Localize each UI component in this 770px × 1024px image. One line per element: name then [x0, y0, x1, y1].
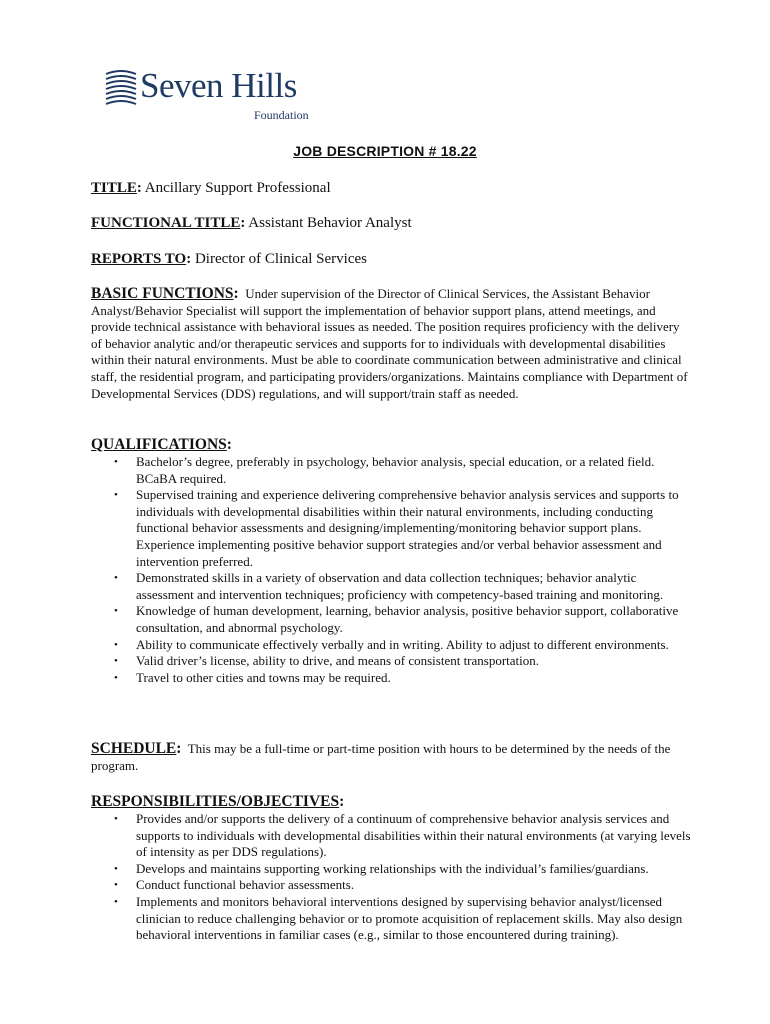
bullet-icon: • [114, 655, 118, 668]
bullet-icon: • [114, 895, 118, 908]
schedule-label: SCHEDULE [91, 740, 177, 757]
list-item: • Knowledge of human development, learning, behavior analysis, positive behavior support, collaborative consultation, and abnormal psychology. [114, 603, 679, 635]
list-item: • Conduct functional behavior assessments. [114, 877, 355, 893]
title-label: TITLE [91, 180, 137, 196]
list-item: • Demonstrated skills in a variety of observation and data collection techniques; behavior analytic assessment and intervention techniques; proficiency with competency-based training and monitoring. [114, 570, 664, 602]
responsibilities-heading: RESPONSIBILITIES/OBJECTIVES: [91, 793, 345, 810]
qualifications-list [91, 454, 691, 686]
bullet-icon: • [114, 572, 118, 585]
title-value: Ancillary Support Professional [144, 180, 331, 196]
bullet-icon: • [114, 605, 118, 618]
responsibilities-list [91, 811, 691, 944]
logo-subtitle: Foundation [254, 108, 309, 122]
seven-hills-logo [104, 64, 314, 126]
list-item: • Implements and monitors behavioral interventions designed by supervising behavior analyst/licensed clinician to reduce challenging behavior or to promote acquisition of replacement skills. May also design behavioral interventions in familiar cases (e.g., similar to those encountered during training). [114, 893, 683, 943]
qualifications-label: QUALIFICATIONS [91, 436, 227, 453]
schedule-text: This may be a full-time or part-time position with hours to be determined by the needs of the program. [91, 741, 671, 773]
reports-to-field: REPORTS TO: Director of Clinical Services [91, 251, 367, 267]
basic-functions-section: BASIC FUNCTIONS: Under supervision of the Director of Clinical Services, the Assistant Behavior Analyst/Behavior Specialist will support the implementation of behavior support plans, attend meetings, and provide technical assistance with behavioral issues as needed. The position requires proficiency with the delivery of behavior analytic and/or therapeutic services and supports for to individuals with developmental disabilities within their natural environments. Must be able to coordinate communication between administrative and clinical staff, the residential program, and participating providers/organizations. Maintains compliance with Department of Developmental Services (DDS) regulations, and will support/train staff as needed. [91, 285, 688, 401]
bullet-icon: • [114, 862, 118, 875]
job-description-heading: JOB DESCRIPTION # 18.22 [293, 143, 477, 159]
list-item: • Valid driver’s license, ability to drive, and means of consistent transportation. [114, 653, 540, 669]
reports-to-label: REPORTS TO [91, 251, 187, 267]
logo-mark-icon [104, 64, 138, 108]
title-field: TITLE: Ancillary Support Professional [91, 180, 331, 196]
reports-to-value: Director of Clinical Services [194, 251, 367, 267]
schedule-section: SCHEDULE: This may be a full-time or part-time position with hours to be determined by the needs of the program. [91, 740, 671, 773]
list-item: • Supervised training and experience delivering comprehensive behavior analysis services and supports to individuals with developmental disabilities within their natural environments, including conducting functional behavior assessments and designing/implementing/monitoring behavior support plans. Experience implementing positive behavior support strategies and/or verbal behavior assessment and intervention preferred. [114, 487, 679, 569]
bullet-icon: • [114, 879, 118, 892]
list-item: • Travel to other cities and towns may be required. [114, 669, 391, 685]
functional-title-label: FUNCTIONAL TITLE [91, 215, 241, 231]
qualifications-heading: QUALIFICATIONS: [91, 436, 232, 453]
bullet-icon: • [114, 489, 118, 502]
list-item: • Provides and/or supports the delivery of a continuum of comprehensive behavior analysis services and supports to individuals with developmental disabilities within their natural environments (at varying levels of intensity as per DDS regulations). [114, 811, 691, 860]
bullet-icon: • [114, 638, 118, 651]
list-item: • Develops and maintains supporting working relationships with the individual’s families/guardians. [114, 860, 649, 876]
logo-name: Seven Hills [140, 66, 297, 105]
bullet-icon: • [114, 813, 118, 825]
list-item: • Ability to communicate effectively verbally and in writing. Ability to adjust to different environments. [114, 636, 669, 652]
bullet-icon: • [114, 671, 118, 684]
responsibilities-label: RESPONSIBILITIES/OBJECTIVES [91, 793, 340, 810]
list-item: • Bachelor’s degree, preferably in psychology, behavior analysis, special education, or a related field. BCaBA required. [114, 454, 655, 486]
basic-functions-text: Under supervision of the Director of Clinical Services, the Assistant Behavior Analyst/Behavior Specialist will support the implementation of behavior support plans, attend meetings, and provide technical assistance with behavioral issues as needed. The position requires proficiency with the delivery of behavior analytic and/or therapeutic services and supports for to individuals with developmental disabilities within their natural environments. Must be able to coordinate communication between administrative and clinical staff, the residential program, and participating providers/organizations. Maintains compliance with Department of Developmental Services (DDS) regulations, and will support/train staff as needed. [91, 286, 688, 401]
functional-title-value: Assistant Behavior Analyst [248, 215, 412, 231]
bullet-icon: • [114, 456, 118, 468]
basic-functions-label: BASIC FUNCTIONS [91, 285, 234, 302]
functional-title-field: FUNCTIONAL TITLE: Assistant Behavior Analyst [91, 215, 412, 231]
